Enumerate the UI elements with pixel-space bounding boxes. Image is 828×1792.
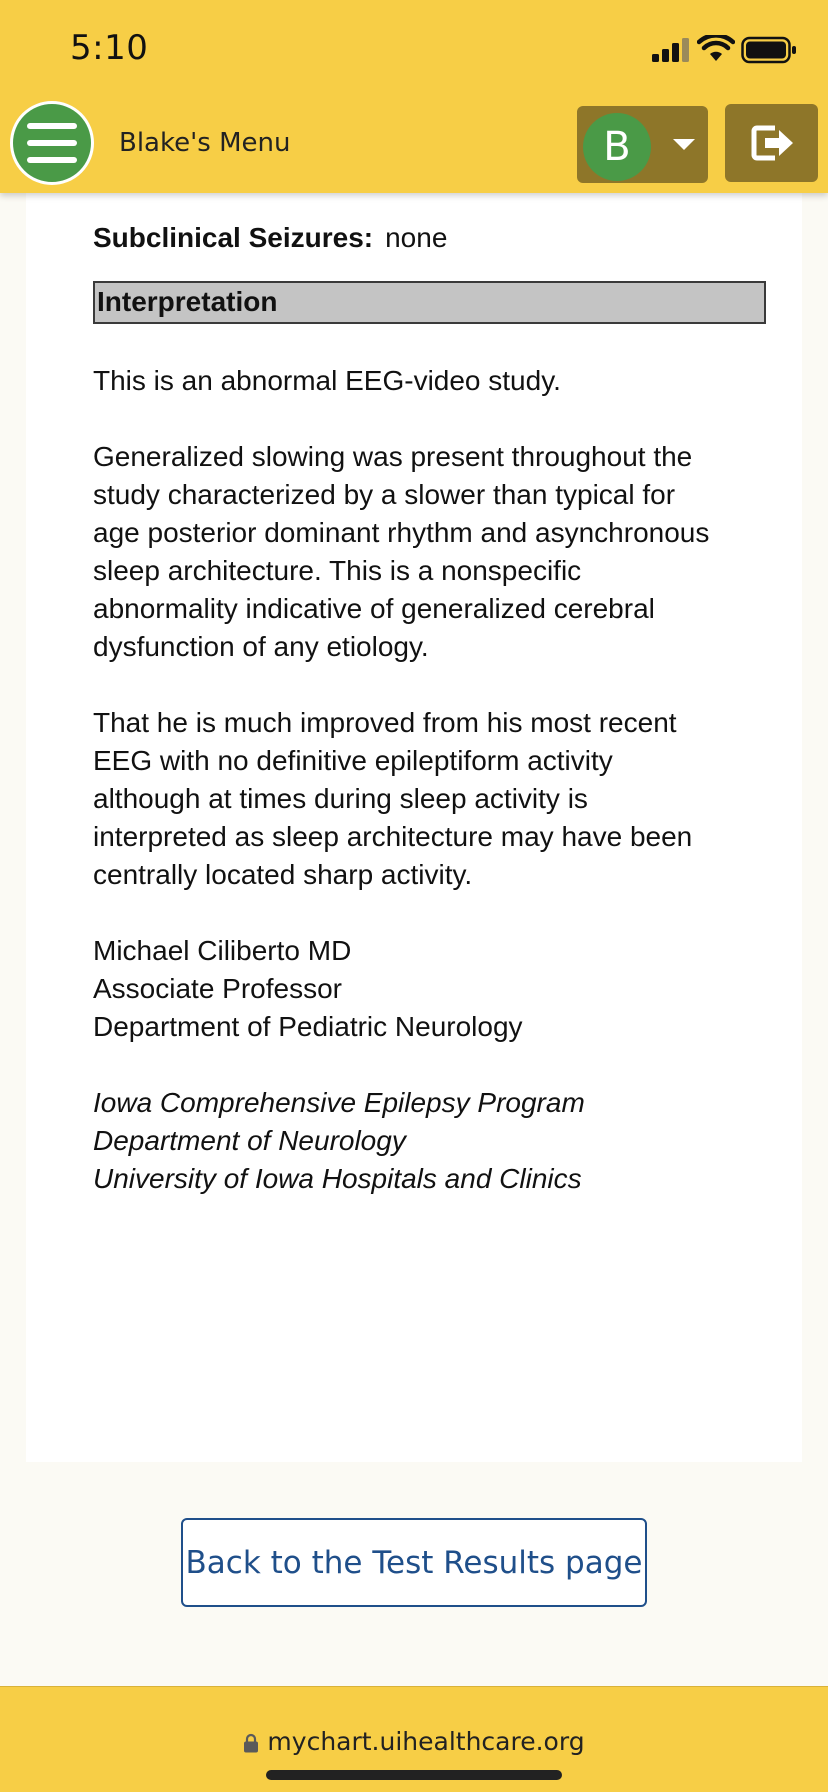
- physician-department: Department of Pediatric Neurology: [93, 1011, 523, 1042]
- physician-name: Michael Ciliberto MD: [93, 935, 352, 966]
- app-header: [0, 0, 828, 193]
- account-switcher-button[interactable]: [577, 106, 708, 183]
- text-line: interpreted as sleep architecture may have been: [93, 821, 693, 852]
- url-display[interactable]: [0, 1727, 828, 1756]
- wifi-icon: [697, 35, 735, 63]
- text-line: dysfunction of any etiology.: [93, 631, 429, 662]
- cellular-signal-icon: [652, 38, 692, 62]
- interpretation-paragraph-2: [93, 704, 773, 894]
- text-line: although at times during sleep activity is: [93, 783, 588, 814]
- text-line: EEG with no definitive epileptiform activity: [93, 745, 613, 776]
- subclinical-seizures-row: [93, 219, 773, 257]
- text-line: centrally located sharp activity.: [93, 859, 473, 890]
- physician-title: Associate Professor: [93, 973, 342, 1004]
- text-line: That he is much improved from his most recent: [93, 707, 677, 738]
- signature-block: [93, 932, 773, 1046]
- text-line: study characterized by a slower than typical for: [93, 479, 676, 510]
- status-time: 5:10: [70, 28, 149, 68]
- hamburger-menu-icon: [27, 123, 77, 163]
- text-line: abnormality indicative of generalized cerebral: [93, 593, 655, 624]
- text-line: age posterior dominant rhythm and asynchronous: [93, 517, 710, 548]
- avatar: B: [583, 113, 651, 181]
- lock-icon: [243, 1733, 259, 1753]
- study-summary: This is an abnormal EEG-video study.: [93, 365, 561, 396]
- field-value: none: [385, 222, 448, 253]
- browser-address-bar: [0, 1686, 828, 1792]
- home-indicator[interactable]: [266, 1770, 562, 1780]
- url-text: mychart.uihealthcare.org: [267, 1727, 585, 1756]
- battery-icon: [741, 36, 797, 64]
- text-line: Generalized slowing was present throughout the: [93, 441, 693, 472]
- field-label: Subclinical Seizures:: [93, 222, 374, 253]
- interpretation-paragraph-1: [93, 438, 773, 666]
- menu-label[interactable]: Blake's Menu: [119, 128, 291, 158]
- chevron-down-icon: [673, 139, 695, 150]
- text-line: sleep architecture. This is a nonspecific: [93, 555, 582, 586]
- institution-department: Department of Neurology: [93, 1125, 406, 1156]
- main-menu-button[interactable]: [10, 101, 94, 185]
- logout-icon: [749, 122, 795, 164]
- institution-block: [93, 1084, 773, 1198]
- section-heading-interpretation: Interpretation: [93, 281, 766, 324]
- institution-hospital: University of Iowa Hospitals and Clinics: [93, 1163, 582, 1194]
- institution-program: Iowa Comprehensive Epilepsy Program: [93, 1087, 585, 1118]
- report-body: [93, 193, 773, 1198]
- back-to-test-results-button[interactable]: Back to the Test Results page: [181, 1518, 647, 1607]
- logout-button[interactable]: [725, 104, 818, 182]
